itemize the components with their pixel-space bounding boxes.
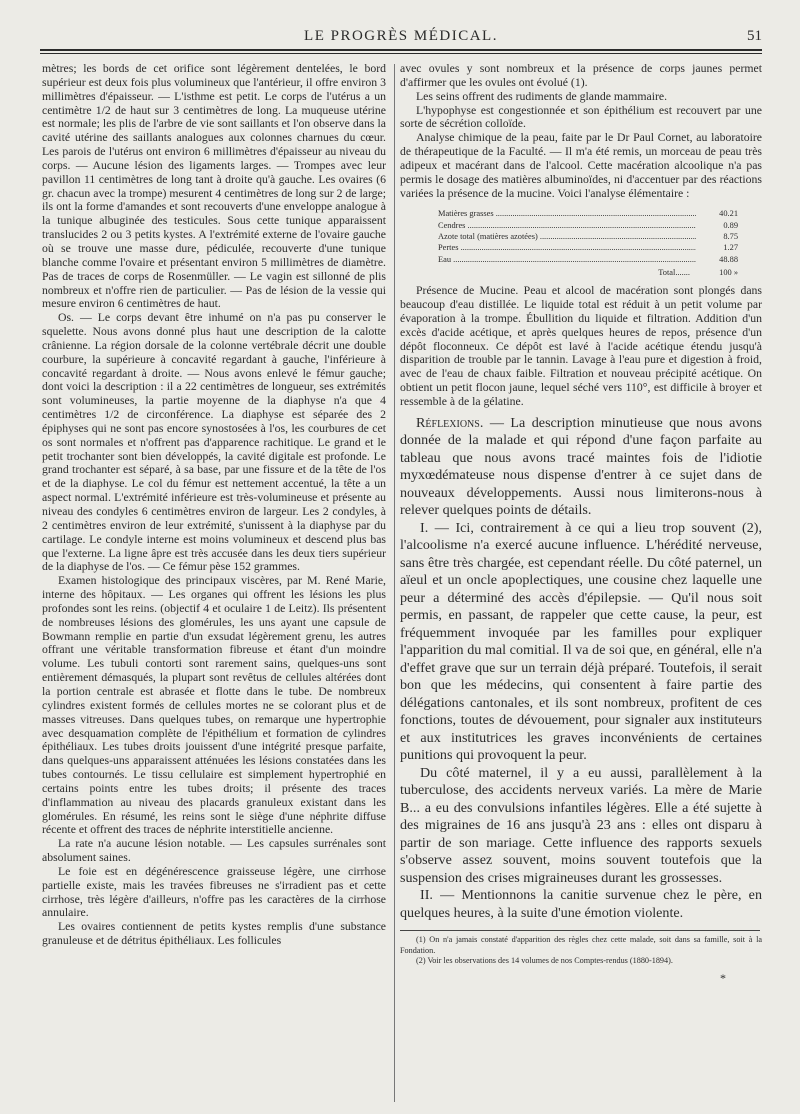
paragraph: Analyse chimique de la peau, faite par le Dr Paul Cornet, au laboratoire de thérapeutique de la Faculté. — Il m'a été remis, un morceau de peau très adipeux et macérant dans de l'alcool. Cette macération alcoolique n'a pas permis le dosage des matières albuminoïdes, ni d'accentuer par des réactions variées la présence de la mucine. Voici l'analyse élémentaire : bbox=[400, 131, 762, 200]
total-label: Total....... bbox=[658, 267, 690, 277]
table-row bbox=[438, 220, 738, 231]
paragraph: La rate n'a aucune lésion notable. — Les capsules surrénales sont absolument saines. bbox=[42, 837, 386, 865]
reflexions-intro-text: — La description minutieuse que nous avons donnée de la malade et qui répond d'une façon parfaite au tableau que nous avons tracé maintes fois de l'idiotie myxœdémateuse nous dispense d'entrer à ce sujet dans de nouveaux développements. Aussi nous limiterons-nous à relever quelques points de détails. bbox=[400, 414, 762, 519]
row-value: 1.27 bbox=[723, 243, 738, 253]
paragraph: I. — Ici, contrairement à ce qui a lieu trop souvent (2), l'alcoolisme n'a exercé aucune influence. L'hérédité nerveuse, sans être très chargée, est cependant réelle. Du côté paternel, un aïeul et un oncle apoplectiques, une cousine chez laquelle une peur a déterminé des accès d'épilepsie. — Qu'il nous soit permis, en passant, de rappeler que cette cause, la peur, est fréquemment invoquée par les familles pour expliquer l'apparition du mal comitial. Il va de soi que, en général, elle n'a d'effet grave que sur un terrain déjà préparé. Toutefois, il serait bon que les médecins, qui consentent à faire partie des délégations cantonales, et ils sont nombreux, profitent de ces fonctions, toutes de dévouement, pour signaler aux instituteurs et aux institutrices les graves inconvénients de certaines punitions qui provoquent la peur. bbox=[400, 519, 762, 764]
footnote: (2) Voir les observations des 14 volumes de nos Comptes-rendus (1880-1894). bbox=[416, 956, 673, 966]
paragraph: Du côté maternel, il y a eu aussi, parallèlement à la tuberculose, des accidents nerveux variés. La mère de Marie B... a eu des convulsions infantiles légères. Elle a été sujette à des migraines de 16 ans jusqu'à 23 ans : elles ont disparu à partir de son mariage. Cette influence des rapports sexuels s'observe assez souvent, moins souvent toutefois que la suspension des crises migraineuses durant les grossesses. bbox=[400, 764, 762, 886]
header-rule-thin bbox=[40, 53, 762, 54]
header-rule-thick bbox=[40, 49, 762, 51]
journal-title: LE PROGRÈS MÉDICAL. bbox=[304, 28, 498, 44]
right-column-top-block bbox=[400, 62, 762, 200]
page-number: 51 bbox=[747, 28, 762, 44]
paragraph: Présence de Mucine. Peau et alcool de macération sont plongés dans beaucoup d'eau distillée. Le liquide total est réduit à un petit volume par évaporation à la trompe. Ébullition du liquide et filtration. Addition d'un excès d'acide acétique, et après quelques heures de repos, présence d'un dépôt floconneux. Ce dépôt est lavé à l'acide acétique étendu jusqu'à disparition de trouble par le tannin. Lavage à l'eau pure et digestion à froid, avec de l'eau de chaux faible. Filtration et nouveau précipité acétique. On obtient un petit flocon jaune, lequel séché vers 110°, est difficile à broyer et ressemble à de la gélatine. bbox=[400, 284, 762, 408]
total-value: 100 » bbox=[719, 267, 738, 277]
footnote-rule bbox=[400, 930, 760, 931]
right-column bbox=[400, 62, 762, 1102]
mucine-block bbox=[400, 284, 762, 409]
reflexions-heading: Réflexions. bbox=[416, 414, 484, 431]
paragraph: avec ovules y sont nombreux et la présence de corps jaunes permet d'affirmer que les ovules ont évolué (1). bbox=[400, 62, 762, 89]
analysis-table bbox=[438, 208, 738, 278]
table-total-row bbox=[438, 267, 738, 278]
row-label: Azote total (matières azotées) ..... bbox=[438, 231, 696, 242]
paragraph: II. — Mentionnons la canitie survenue chez le père, en quelques heures, à la suite d'une émotion violente. bbox=[400, 887, 762, 921]
paragraph: Les ovaires contiennent de petits kystes remplis d'une substance granuleuse et de détritus épithéliaux. Les follicules bbox=[42, 920, 386, 948]
paragraph: mètres; les bords de cet orifice sont légèrement dentelées, le bord supérieur est deux fois plus volumineux que l'antérieur, il offre environ 3 millimètres d'épaisseur. — L'isthme est petit. Le corps de l'utérus a un centimètre 1/2 de haut sur 3 centimètres de long. La muqueuse utérine est normale; les plis de l'arbre de vie sont saillants et l'on observe dans la cavité utérine des saillants analogues aux colonnes charnues du cœur. Les parois de l'utérus ont environ 6 millimètres d'épaisseur au niveau du corps. — Aucune lésion des ligaments larges. — Trompes avec leur pavillon 11 centimètres de long tant à droite qu'à gauche. Les ovaires (6 gr. chacun avec la trompe) mesurent 4 centimètres de long sur 2 de large; ils ont la forme d'amandes et sont recouverts d'une enveloppe analogue à la tunique albuginée des testicules. Sous cette tunique apparaissent translucides 2 ou 3 petits kystes. A l'extrémité externe de l'ovaire gauche où se trouve une masse dure, pédiculée, recouverte d'une tunique blanche comme l'ovaire et présentant environ 5 millimètres de diamètre. Pas de traces de corps de Rosenmüller. — Le vagin est sillonné de plis nombreux et n'offre rien de particulier. — Pas de lésion de la vessie qui mesure environ 6 centimètres de haut. bbox=[42, 62, 386, 311]
paragraph: L'hypophyse est congestionnée et son épithélium est recouvert par une sorte de sécrétion colloïde. bbox=[400, 103, 762, 131]
paragraph: Les seins offrent des rudiments de glande mammaire. bbox=[416, 89, 668, 103]
ornament-star: * bbox=[720, 970, 726, 985]
row-value: 48.88 bbox=[719, 254, 738, 264]
row-value: 8.75 bbox=[723, 232, 738, 242]
row-value: 40.21 bbox=[719, 209, 738, 219]
left-column bbox=[42, 62, 386, 1102]
row-label: Cendres ..... bbox=[438, 220, 696, 231]
page-header bbox=[40, 28, 762, 50]
row-label: Matières grasses ..... bbox=[438, 208, 696, 219]
table-row bbox=[438, 254, 738, 265]
reflexions-intro bbox=[400, 415, 762, 520]
footnote: (1) On n'a jamais constaté d'apparition des règles chez cette malade, soit dans sa famille, soit à la Fondation. bbox=[400, 935, 762, 955]
paragraph: Examen histologique des principaux viscères, par M. René Marie, interne des hôpitaux. — Les organes qui offrent les lésions les plus profondes sont les reins. (objectif 4 et oculaire 1 de Leitz). Ils présentent de nombreuses lésions des glomérules, les uns ayant une capsule de Bowmann remplie en partie d'un exsudat légèrement grenu, les autres offrant une véritable transformation fibreuse et étant d'un moindre volume. Les tubuli contorti sont rarement sains, quelques-uns sont entièrement démasqués, la plupart sont revêtus de cellules altérées dont la portion centrale est abrasée et flotte dans le tube. De nombreux cylindres existent formés de cellules mortes ne se colorant plus et de masses vitreuses. Dans quelques tubes, on remarque une hypertrophie avec desquamation complète de l'épithélium et formation de cylindres épithéliaux. Les tubes droits jouissent d'une intégrité presque parfaite, dans quelques-uns apparaissent atténuées les lésions constatées dans les tubes contournés. Le tissu cellulaire est simplement hypertrophié en certains points entre les tubes droits; il présente des traces d'inflammation au niveau des placards granuleux existant dans les glomérules. En résumé, les reins sont le siège d'une néphrite diffuse récente et offrent des traces de néphrite interstitielle ancienne. bbox=[42, 574, 386, 837]
table-row bbox=[438, 208, 738, 219]
row-label: Eau ..... bbox=[438, 254, 696, 265]
row-value: 0.89 bbox=[723, 220, 738, 230]
table-row bbox=[438, 242, 738, 253]
paragraph: Os. — Le corps devant être inhumé on n'a pas pu conserver le squelette. Nous avons donné plus haut une description de la calotte crânienne. La région dorsale de la colonne vertébrale décrit une double courbure, la supérieure à concavité regardant à gauche, l'inférieure à concavité regardant à droite. — Nous avons enlevé le fémur gauche; dont voici la description : il a 22 centimètres de longueur, ses extrémités sont volumineuses, la partie moyenne de la diaphyse n'a que 4 centimètres 1/2 de circonférence. La diaphyse est séparée des 2 épiphyses qui ne sont pas encore synostosées à l'os, les courbures de cet os sont normales et n'offrent pas d'apparence rachitique. Le grand et le petit trochanter sont bien développés, la cavité digitale est profonde. Le grand trochanter est séparé, à sa base, par une fissure et de la tête de l'os et de la diaphyse. Le col du fémur est nettement accentué, la tête a un aspect normal. L'extrémité inférieure est très-volumineuse et présente au niveau des condyles 6 centimètres environ de largeur. Les 2 condyles, à 2 centimètres environ de leur extrémité, s'unissent à la diaphyse par du cartilage. Le condyle interne est moins volumineux et descend plus bas que l'externe. La ligne âpre est très accusée dans les deux tiers supérieur de la diaphyse de l'os. — Ce fémur pèse 152 grammes. bbox=[42, 311, 386, 574]
row-label: Pertes ..... bbox=[438, 242, 696, 253]
paragraph: Le foie est en dégénérescence graisseuse légère, une cirrhose partielle existe, mais les travées fibreuses ne s'irradient pas et cette cirrhose, très légère d'ailleurs, n'offre pas les caractères de la cirrhose annulaire. bbox=[42, 864, 386, 920]
table-row bbox=[438, 231, 738, 242]
column-divider bbox=[394, 64, 395, 1102]
reflexions-section bbox=[400, 415, 762, 923]
